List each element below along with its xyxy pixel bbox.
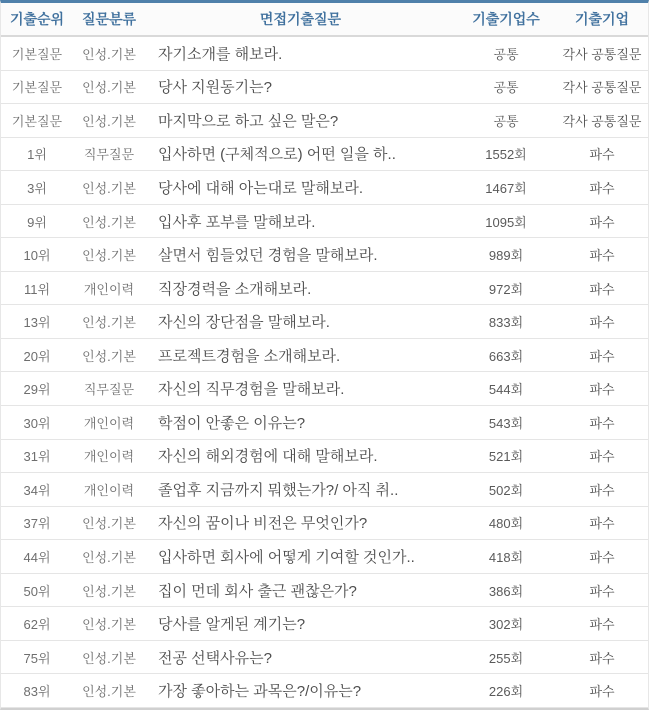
column-header-rank: 기출순위 (9, 11, 65, 27)
company-link[interactable]: 파수 (589, 684, 615, 700)
company-link[interactable]: 파수 (589, 147, 615, 163)
category-cell: 인성.기본 (82, 214, 136, 230)
question-cell (145, 76, 456, 97)
question-link[interactable]: 자신의 장단점을 말해보라. (158, 314, 330, 332)
question-cell (145, 647, 456, 668)
count-cell: 521회 (488, 449, 524, 465)
count-cell: 1552회 (485, 147, 527, 163)
count-cell: 418회 (488, 549, 524, 565)
category-cell: 개인이력 (83, 415, 135, 431)
count-cell: 544회 (488, 382, 524, 398)
company-link[interactable]: 파수 (589, 516, 615, 532)
count-cell: 1467회 (485, 180, 527, 196)
column-header-question: 면접기출질문 (259, 11, 342, 27)
question-cell (145, 43, 456, 64)
rank-cell: 11위 (23, 281, 51, 297)
table-row (1, 272, 648, 306)
company-link[interactable]: 파수 (589, 415, 615, 431)
rank-cell: 29위 (23, 382, 51, 398)
table-row (1, 37, 648, 71)
table-row (1, 238, 648, 272)
category-cell: 인성.기본 (82, 650, 136, 666)
table-row (1, 171, 648, 205)
category-cell: 인성.기본 (82, 549, 136, 565)
question-link[interactable]: 집이 먼데 회사 출근 괜찮은가? (158, 582, 357, 600)
question-link[interactable]: 자신의 직무경험을 말해보라. (158, 381, 345, 399)
column-header-company: 기출기업 (574, 11, 630, 27)
question-link[interactable]: 입사하면 (구체적으로) 어떤 일을 하.. (158, 146, 396, 164)
question-cell (145, 613, 456, 634)
table-row (1, 372, 648, 406)
category-cell: 인성.기본 (82, 80, 136, 96)
company-link[interactable]: 파수 (589, 449, 615, 465)
company-link[interactable]: 파수 (589, 315, 615, 331)
question-link[interactable]: 당사를 알게된 계기는? (158, 616, 306, 634)
column-header-count: 기출기업수 (472, 11, 540, 27)
count-cell: 공통 (493, 80, 519, 96)
question-cell (145, 378, 456, 399)
category-cell: 인성.기본 (82, 583, 136, 599)
rank-cell: 9위 (27, 214, 47, 230)
table-row (1, 473, 648, 507)
count-cell: 480회 (488, 516, 524, 532)
rank-cell: 20위 (23, 348, 51, 364)
category-cell: 직무질문 (83, 382, 135, 398)
rank-cell: 기본질문 (11, 46, 63, 62)
category-cell: 인성.기본 (82, 516, 136, 532)
rank-cell: 31위 (23, 449, 51, 465)
rank-cell: 37위 (23, 516, 51, 532)
category-cell: 인성.기본 (82, 348, 136, 364)
rank-cell: 34위 (23, 482, 51, 498)
question-cell (145, 311, 456, 332)
category-cell: 인성.기본 (82, 180, 136, 196)
category-cell: 개인이력 (83, 482, 135, 498)
company-link[interactable]: 파수 (589, 482, 615, 498)
count-cell: 공통 (493, 113, 519, 129)
page-background (0, 710, 649, 720)
question-link[interactable]: 입사하면 회사에 어떻게 기여할 것인가.. (158, 548, 415, 566)
count-cell: 663회 (488, 348, 524, 364)
question-link[interactable]: 당사에 대해 아는대로 말해보라. (158, 179, 364, 197)
company-link[interactable]: 파수 (589, 214, 615, 230)
rank-cell: 50위 (23, 583, 51, 599)
question-link[interactable]: 자신의 해외경험에 대해 말해보라. (158, 448, 378, 466)
question-link[interactable]: 직장경력을 소개해보라. (158, 280, 312, 298)
question-link[interactable]: 가장 좋아하는 과목은?/이유는? (158, 683, 362, 701)
rank-cell: 62위 (23, 617, 51, 633)
category-cell: 인성.기본 (82, 46, 136, 62)
table-row (1, 440, 648, 474)
table-row (1, 205, 648, 239)
table-row (1, 540, 648, 574)
rank-cell: 10위 (23, 248, 51, 264)
table-row (1, 574, 648, 608)
table-row (1, 674, 648, 708)
question-cell (145, 580, 456, 601)
question-link[interactable]: 학점이 안좋은 이유는? (158, 414, 306, 432)
count-cell: 226회 (488, 684, 524, 700)
question-link[interactable]: 전공 선택사유는? (158, 649, 272, 667)
company-link[interactable]: 각사 공통질문 (562, 80, 642, 96)
question-link[interactable]: 마지막으로 하고 싶은 말은? (158, 112, 339, 130)
count-cell: 302회 (488, 617, 524, 633)
question-cell (145, 512, 456, 533)
table-body (1, 37, 648, 708)
rank-cell: 75위 (23, 650, 51, 666)
category-cell: 인성.기본 (82, 684, 136, 700)
rank-cell: 44위 (23, 549, 51, 565)
company-link[interactable]: 파수 (589, 248, 615, 264)
rank-cell: 3위 (27, 180, 47, 196)
category-cell: 인성.기본 (82, 617, 136, 633)
company-link[interactable]: 각사 공통질문 (562, 113, 642, 129)
table-row (1, 641, 648, 675)
question-cell (145, 546, 456, 567)
question-link[interactable]: 졸업후 지금까지 뭐했는가?/ 아직 취.. (158, 481, 399, 499)
company-link[interactable]: 파수 (589, 583, 615, 599)
company-link[interactable]: 파수 (589, 281, 615, 297)
question-cell (145, 110, 456, 131)
count-cell: 255회 (488, 650, 524, 666)
company-link[interactable]: 파수 (589, 348, 615, 364)
question-cell (145, 345, 456, 366)
table-header (1, 3, 648, 37)
question-cell (145, 278, 456, 299)
rank-cell: 1위 (27, 147, 47, 163)
question-link[interactable]: 입사후 포부를 말해보라. (158, 213, 316, 231)
count-cell: 공통 (493, 46, 519, 62)
question-cell (145, 479, 456, 500)
company-link[interactable]: 파수 (589, 180, 615, 196)
rank-cell: 83위 (23, 684, 51, 700)
table-row (1, 305, 648, 339)
count-cell: 989회 (488, 248, 524, 264)
table-row (1, 507, 648, 541)
rank-cell: 기본질문 (11, 80, 63, 96)
count-cell: 502회 (488, 482, 524, 498)
count-cell: 833회 (488, 315, 524, 331)
category-cell: 인성.기본 (82, 315, 136, 331)
category-cell: 직무질문 (83, 147, 135, 163)
rank-cell: 13위 (23, 315, 51, 331)
question-link[interactable]: 자신의 꿈이나 비전은 무엇인가? (158, 515, 368, 533)
question-cell (145, 244, 456, 265)
category-cell: 개인이력 (83, 449, 135, 465)
question-cell (145, 445, 456, 466)
question-link[interactable]: 당사 지원동기는? (158, 79, 272, 97)
table-row (1, 339, 648, 373)
count-cell: 386회 (488, 583, 524, 599)
question-link[interactable]: 살면서 힘들었던 경험을 말해보라. (158, 247, 378, 265)
table-row (1, 607, 648, 641)
column-header-category: 질문분류 (81, 11, 137, 27)
company-link[interactable]: 파수 (589, 617, 615, 633)
question-cell (145, 143, 456, 164)
count-cell: 972회 (488, 281, 524, 297)
category-cell: 인성.기본 (82, 113, 136, 129)
company-link[interactable]: 파수 (589, 549, 615, 565)
table-row (1, 406, 648, 440)
company-link[interactable]: 파수 (589, 382, 615, 398)
count-cell: 1095회 (485, 214, 527, 230)
company-link[interactable]: 각사 공통질문 (562, 46, 642, 62)
question-link[interactable]: 프로젝트경험을 소개해보라. (158, 347, 341, 365)
category-cell: 개인이력 (83, 281, 135, 297)
question-cell (145, 177, 456, 198)
category-cell: 인성.기본 (82, 248, 136, 264)
rank-cell: 기본질문 (11, 113, 63, 129)
rank-cell: 30위 (23, 415, 51, 431)
question-cell (145, 680, 456, 701)
table-row (1, 138, 648, 172)
question-cell (145, 412, 456, 433)
count-cell: 543회 (488, 415, 524, 431)
company-link[interactable]: 파수 (589, 650, 615, 666)
question-link[interactable]: 자기소개를 해보라. (158, 45, 283, 63)
table-row (1, 71, 648, 105)
table-row (1, 104, 648, 138)
question-cell (145, 211, 456, 232)
